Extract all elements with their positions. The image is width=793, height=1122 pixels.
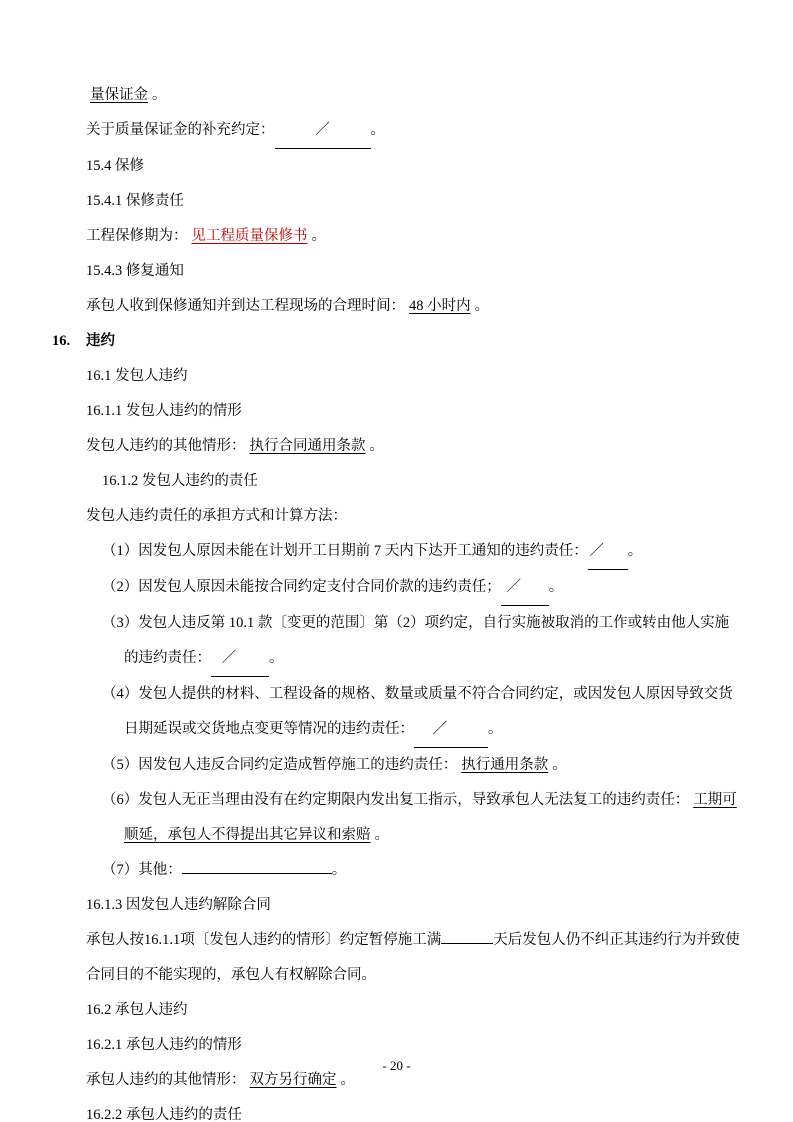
fill-item-7 <box>182 873 332 874</box>
text-l14-post: 天后发包人仍不纠正其违约行为并致使合同目的不能实现的，承包人有权解除合同。 <box>86 932 740 983</box>
list-item-2 <box>102 570 742 606</box>
text-l14-pre: 承包人按16.1.1项〔发包人违约的情形〕约定暂停施工满 <box>86 932 442 948</box>
section-title-16: 违约 <box>86 333 115 349</box>
text-l5-post: 。 <box>311 228 326 244</box>
text-l7-pre: 承包人收到保修通知并到达工程现场的合理时间： <box>86 298 405 314</box>
text-i3-post: 。 <box>269 650 284 666</box>
text-i4-post: 。 <box>488 721 503 737</box>
paragraph-quality-deposit-extra <box>86 113 742 149</box>
page-number: - 20 - <box>382 1058 411 1073</box>
fill-repair-notice-time: 48 小时内 <box>409 298 471 314</box>
text-l10-pre: 发包人违约的其他情形： <box>86 438 246 454</box>
fill-item-2: ／ <box>501 570 549 606</box>
heading-15-4: 15.4 保修 <box>86 158 144 174</box>
text-l17-pre: 承包人违约的其他情形： <box>86 1072 246 1088</box>
text-i7-pre: （7）其他： <box>102 862 182 878</box>
text-i5-post: 。 <box>552 757 567 773</box>
text-i4-pre: （4）发包人提供的材料、工程设备的规格、数量或质量不符合合同约定，或因发包人原因导致交货日期延误或交货地点变更等情况的违约责任： <box>102 686 733 737</box>
text-i2-pre: （2）因发包人原因未能按合同约定支付合同价款的违约责任； <box>102 579 501 595</box>
document-body <box>52 78 742 1122</box>
text-l2-post: 。 <box>370 122 385 138</box>
heading-15-4-3: 15.4.3 修复通知 <box>86 263 184 279</box>
paragraph-repair-notice-time <box>86 289 742 324</box>
fill-item-5: 执行通用条款 <box>461 757 549 773</box>
list-item-7 <box>102 853 742 888</box>
text-l2-pre: 关于质量保证金的补充约定： <box>86 122 275 138</box>
heading-16-2-2: 16.2.2 承包人违约的责任 <box>86 1107 242 1122</box>
heading-16-1-1: 16.1.1 发包人违约的情形 <box>86 403 242 419</box>
heading-16-2-1: 16.2.1 承包人违约的情形 <box>86 1037 242 1053</box>
text-l5-pre: 工程保修期为： <box>86 228 188 244</box>
text-l17-post: 。 <box>340 1072 355 1088</box>
list-item-1 <box>102 534 742 570</box>
text-i5-pre: （5）因发包人违反合同约定造成暂停施工的违约责任： <box>102 757 458 773</box>
heading-16-1-3: 16.1.3 因发包人违约解除合同 <box>86 897 271 913</box>
fill-suspension-days <box>441 943 493 944</box>
list-item-3 <box>102 606 742 677</box>
fill-contractor-other-breach: 双方另行确定 <box>249 1072 337 1088</box>
heading-16-2: 16.2 承包人违约 <box>86 1002 188 1018</box>
paragraph-liability-method: 发包人违约责任的承担方式和计算方法： <box>86 508 347 524</box>
paragraph-quality-deposit-cont <box>86 78 742 113</box>
fill-quality-deposit: 量保证金 <box>90 87 148 103</box>
fill-quality-deposit-extra: ／ <box>275 113 371 149</box>
heading-16-1-2: 16.1.2 发包人违约的责任 <box>102 473 258 489</box>
fill-item-6: 工期可顺延，承包人不得提出其它异议和索赔 <box>124 792 737 843</box>
section-heading-16 <box>52 324 742 359</box>
heading-16-1: 16.1 发包人违约 <box>86 368 188 384</box>
list-item-4 <box>102 677 742 748</box>
text-l7-post: 。 <box>474 298 490 314</box>
heading-15-4-1: 15.4.1 保修责任 <box>86 193 184 209</box>
fill-item-1: ／ <box>588 534 628 570</box>
fill-warranty-period: 见工程质量保修书 <box>191 228 308 244</box>
section-number-16: 16. <box>52 333 71 349</box>
text-i6-pre: （6）发包人无正当理由没有在约定期限内发出复工指示，导致承包人无法复工的违约责任： <box>102 792 690 808</box>
text-i1-post: 。 <box>627 543 643 559</box>
paragraph-employer-other-breach <box>86 429 742 464</box>
text-i1-pre: （1）因发包人原因未能在计划开工日期前 7 天内下达开工通知的违约责任： <box>102 543 588 559</box>
text-i2-post: 。 <box>548 579 564 595</box>
text-l10-post: 。 <box>369 438 384 454</box>
fill-item-3: ／ <box>211 641 269 677</box>
text-i7-post: 。 <box>331 862 347 878</box>
text-l1-post: 。 <box>152 87 167 103</box>
fill-item-4: ／ <box>414 712 488 748</box>
list-item-5 <box>102 748 742 783</box>
list-item-6 <box>102 783 742 853</box>
text-i6-post: 。 <box>374 827 389 843</box>
paragraph-terminate-contract <box>86 923 742 993</box>
fill-employer-other-breach: 执行合同通用条款 <box>249 438 366 454</box>
text-i3-pre: （3）发包人违反第 10.1 款〔变更的范围〕第（2）项约定，自行实施被取消的工作或转由他人实施的违约责任： <box>102 615 730 666</box>
paragraph-warranty-period <box>86 219 742 254</box>
